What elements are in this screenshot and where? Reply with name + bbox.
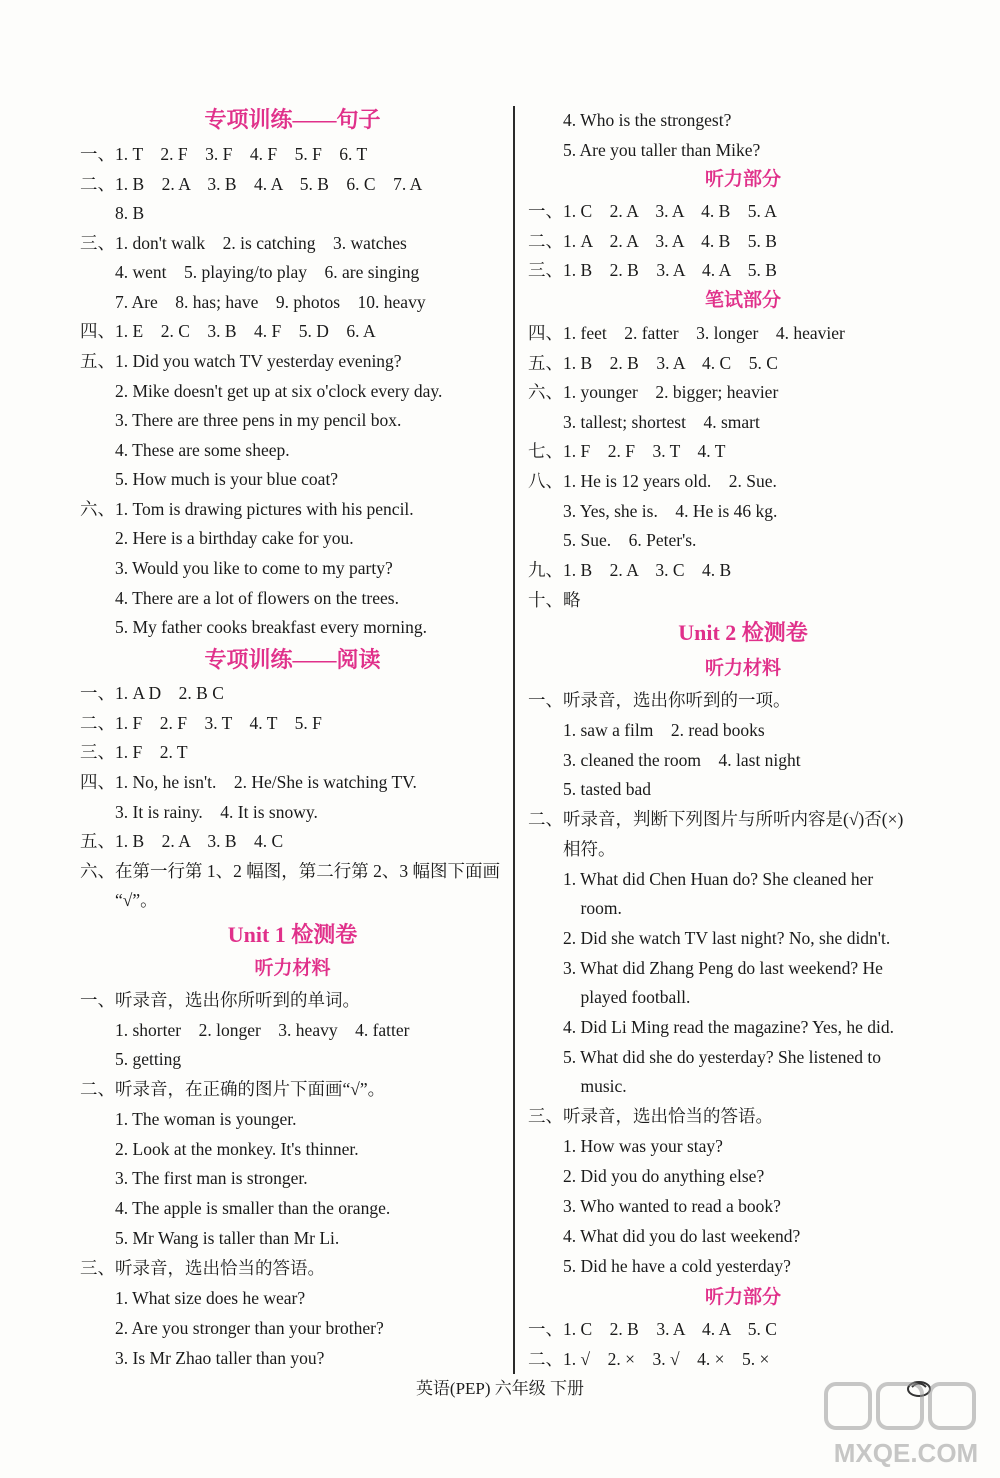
answer-line: 1. How was your stay? <box>528 1136 723 1156</box>
answer-line: played football. <box>528 987 691 1007</box>
answer-line: 五、1. B 2. B 3. A 4. C 5. C <box>528 353 778 373</box>
answer-line: 5. Sue. 6. Peter's. <box>528 530 697 550</box>
answer-line: 7. Are 8. has; have 9. photos 10. heavy <box>80 292 426 312</box>
answer-line: 3. It is rainy. 4. It is snowy. <box>80 802 318 822</box>
answer-line: 1. What size does he wear? <box>80 1288 306 1308</box>
answer-line: 5. My father cooks breakfast every morning. <box>80 617 427 637</box>
answer-line: 七、1. F 2. F 3. T 4. T <box>528 441 726 461</box>
answer-line: 三、1. F 2. T <box>80 742 188 762</box>
answer-line: 3. The first man is stronger. <box>80 1168 308 1188</box>
watermark-logo <box>818 1380 993 1472</box>
answer-line: 二、1. √ 2. × 3. √ 4. × 5. × <box>528 1349 770 1369</box>
answer-line: 5. Mr Wang is taller than Mr Li. <box>80 1228 340 1248</box>
answer-line: “√”。 <box>80 890 158 910</box>
answer-line: 二、1. A 2. A 3. A 4. B 5. B <box>528 231 777 251</box>
listening-material-heading: 听力材料 <box>704 658 781 679</box>
answer-line: 十、略 <box>528 590 581 610</box>
answer-line: 4. Who is the strongest? <box>528 110 732 130</box>
answer-line: 四、1. No, he isn't. 2. He/She is watching TV. <box>80 772 417 792</box>
watermark-text: MXQE.COM <box>833 1438 979 1468</box>
answer-line: 1. saw a film 2. read books <box>528 720 765 740</box>
answer-line: 5. Did he have a cold yesterday? <box>528 1256 791 1276</box>
answer-line: music. <box>528 1076 627 1096</box>
answer-line: 8. B <box>80 203 145 223</box>
answer-line: 3. Who wanted to read a book? <box>528 1196 781 1216</box>
answer-line: 4. There are a lot of flowers on the trees. <box>80 588 399 608</box>
answer-line: 一、1. A D 2. B C <box>80 683 224 703</box>
answer-line: 4. Did Li Ming read the magazine? Yes, he did. <box>528 1017 894 1037</box>
answer-line: 一、听录音，选出你听到的一项。 <box>528 690 791 710</box>
written-section-heading: 笔试部分 <box>704 290 781 311</box>
unit1-test-heading: Unit 1 检测卷 <box>227 922 358 947</box>
answer-line: 二、听录音，判断下列图片与所听内容是(√)否(×) <box>528 809 904 829</box>
answer-line: 三、1. don't walk 2. is catching 3. watches <box>80 233 407 253</box>
answer-line: 二、1. F 2. F 3. T 4. T 5. F <box>80 713 322 733</box>
page-footer: 英语(PEP) 六年级 下册 <box>415 1379 585 1398</box>
answer-line: 2. Did you do anything else? <box>528 1166 765 1186</box>
answer-line: 5. How much is your blue coat? <box>80 469 339 489</box>
answer-line: 一、1. C 2. B 3. A 4. A 5. C <box>528 1319 777 1339</box>
answer-line: 5. Are you taller than Mike? <box>528 140 761 160</box>
unit2-test-heading: Unit 2 检测卷 <box>678 620 808 645</box>
answer-line: 九、1. B 2. A 3. C 4. B <box>528 560 732 580</box>
answer-line: 5. getting <box>80 1049 182 1069</box>
answer-line: 五、1. B 2. A 3. B 4. C <box>80 831 284 851</box>
answer-line: 3. Would you like to come to my party? <box>80 558 393 578</box>
answer-line: 3. tallest; shortest 4. smart <box>528 412 760 432</box>
answer-line: 六、在第一行第 1、2 幅图，第二行第 2、3 幅图下面画 <box>80 861 500 881</box>
answer-line: 四、1. feet 2. fatter 3. longer 4. heavier <box>528 323 845 343</box>
listening-material-heading: 听力材料 <box>254 958 331 979</box>
answer-line: 4. What did you do last weekend? <box>528 1226 801 1246</box>
answer-line: 1. The woman is younger. <box>80 1109 297 1129</box>
answer-line: 六、1. Tom is drawing pictures with his pencil. <box>80 499 414 519</box>
answer-line: 四、1. E 2. C 3. B 4. F 5. D 6. A <box>80 321 376 341</box>
answer-line: 三、1. B 2. B 3. A 4. A 5. B <box>528 260 777 280</box>
answer-line: 2. Look at the monkey. It's thinner. <box>80 1139 359 1159</box>
answer-line: 相符。 <box>528 839 616 859</box>
answer-line: 3. Is Mr Zhao taller than you? <box>80 1348 325 1368</box>
answer-line: 八、1. He is 12 years old. 2. Sue. <box>528 471 777 491</box>
section-heading-sentences: 专项训练——句子 <box>204 107 381 132</box>
listening-section-heading: 听力部分 <box>704 169 781 190</box>
answer-line: 4. The apple is smaller than the orange. <box>80 1198 391 1218</box>
answer-line: 六、1. younger 2. bigger; heavier <box>528 382 779 402</box>
answer-line: 三、听录音，选出恰当的答语。 <box>528 1106 773 1126</box>
column-divider <box>513 106 515 1374</box>
answer-line: 一、1. C 2. A 3. A 4. B 5. A <box>528 201 777 221</box>
answer-line: 二、1. B 2. A 3. B 4. A 5. B 6. C 7. A <box>80 174 423 194</box>
answer-line: 1. What did Chen Huan do? She cleaned her <box>528 869 874 889</box>
answer-line: 3. Yes, she is. 4. He is 46 kg. <box>528 501 778 521</box>
answer-line: 2. Did she watch TV last night? No, she didn't. <box>528 928 891 948</box>
answer-line: 2. Mike doesn't get up at six o'clock every day. <box>80 381 443 401</box>
answer-line: 4. went 5. playing/to play 6. are singing <box>80 262 420 282</box>
section-heading-reading: 专项训练——阅读 <box>204 647 381 672</box>
answer-line: 一、1. T 2. F 3. F 4. F 5. F 6. T <box>80 144 368 164</box>
answer-line: 1. shorter 2. longer 3. heavy 4. fatter <box>80 1020 410 1040</box>
answer-line: 一、听录音，选出你所听到的单词。 <box>80 990 360 1010</box>
answer-line: 5. tasted bad <box>528 779 651 799</box>
answer-line: 2. Here is a birthday cake for you. <box>80 528 354 548</box>
answer-line: 三、听录音，选出恰当的答语。 <box>80 1258 325 1278</box>
answer-line: room. <box>528 898 622 918</box>
answer-line: 五、1. Did you watch TV yesterday evening? <box>80 351 402 371</box>
answer-line: 3. cleaned the room 4. last night <box>528 750 801 770</box>
answer-line: 二、听录音，在正确的图片下面画“√”。 <box>80 1079 386 1099</box>
listening-section-heading: 听力部分 <box>704 1287 781 1308</box>
answer-line: 3. What did Zhang Peng do last weekend? He <box>528 958 883 978</box>
answer-line: 5. What did she do yesterday? She listened to <box>528 1047 882 1067</box>
answer-line: 3. There are three pens in my pencil box. <box>80 410 402 430</box>
answer-line: 4. These are some sheep. <box>80 440 290 460</box>
answer-line: 2. Are you stronger than your brother? <box>80 1318 384 1338</box>
